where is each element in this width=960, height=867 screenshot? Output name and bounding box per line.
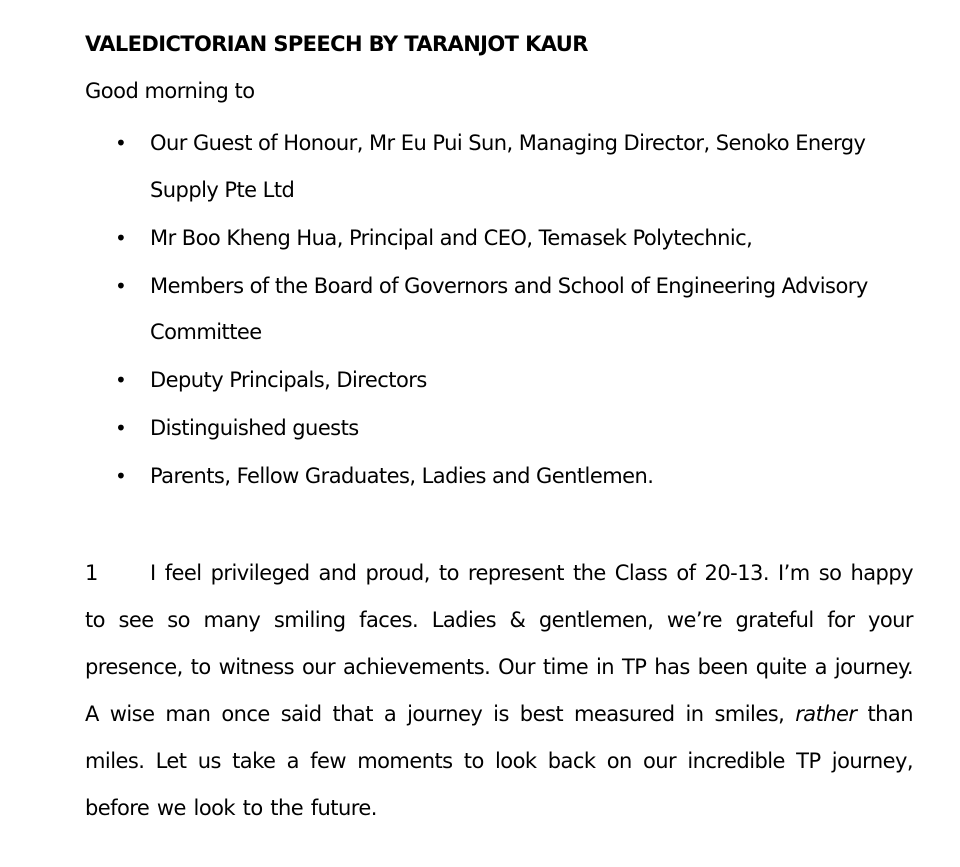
bullet-icon: • xyxy=(115,273,127,298)
guest-text: Members of the Board of Governors and School of Engineering Advisory Committee xyxy=(150,273,868,344)
guest-list-item xyxy=(85,405,913,452)
speech-title: VALEDICTORIAN SPEECH BY TARANJOT KAUR xyxy=(85,32,588,56)
guest-text: Parents, Fellow Graduates, Ladies and Gentlemen. xyxy=(150,464,654,488)
paragraph-text-start: I feel privileged and proud, to represent the Class of 20-13. I’m so happy to see so many smiling faces. Ladies & gentlemen, we’re grateful for your presence, to witness our achievements. Our time in TP has been quite a journey. A wise man once said that a journey is best measured in smiles, xyxy=(85,560,913,726)
guest-text: Our Guest of Honour, Mr Eu Pui Sun, Managing Director, Senoko Energy Supply Pte Ltd xyxy=(150,131,866,202)
guest-list-item xyxy=(85,453,913,500)
guest-list xyxy=(85,120,913,500)
paragraph-number: 1 xyxy=(85,560,98,585)
speech-document xyxy=(85,26,913,853)
salutation: Good morning to xyxy=(85,79,255,103)
bullet-icon: • xyxy=(115,464,127,488)
paragraph-emphasis: rather xyxy=(795,701,857,726)
guest-list-item xyxy=(85,215,913,262)
paragraph-text-end: than miles. Let us take a few moments to look back on our incredible TP journey, before we look to the future. xyxy=(85,701,913,820)
bullet-icon: • xyxy=(115,368,127,392)
paragraph-1 xyxy=(85,550,913,832)
guest-list-item xyxy=(85,357,913,404)
guest-list-item xyxy=(85,263,913,356)
bullet-icon: • xyxy=(115,225,127,250)
guest-text: Distinguished guests xyxy=(150,416,359,440)
bullet-icon: • xyxy=(115,131,127,155)
guest-text: Mr Boo Kheng Hua, Principal and CEO, Temasek Polytechnic, xyxy=(150,225,753,250)
bullet-icon: • xyxy=(115,416,127,440)
guest-text: Deputy Principals, Directors xyxy=(150,368,427,392)
guest-list-item xyxy=(85,120,913,213)
